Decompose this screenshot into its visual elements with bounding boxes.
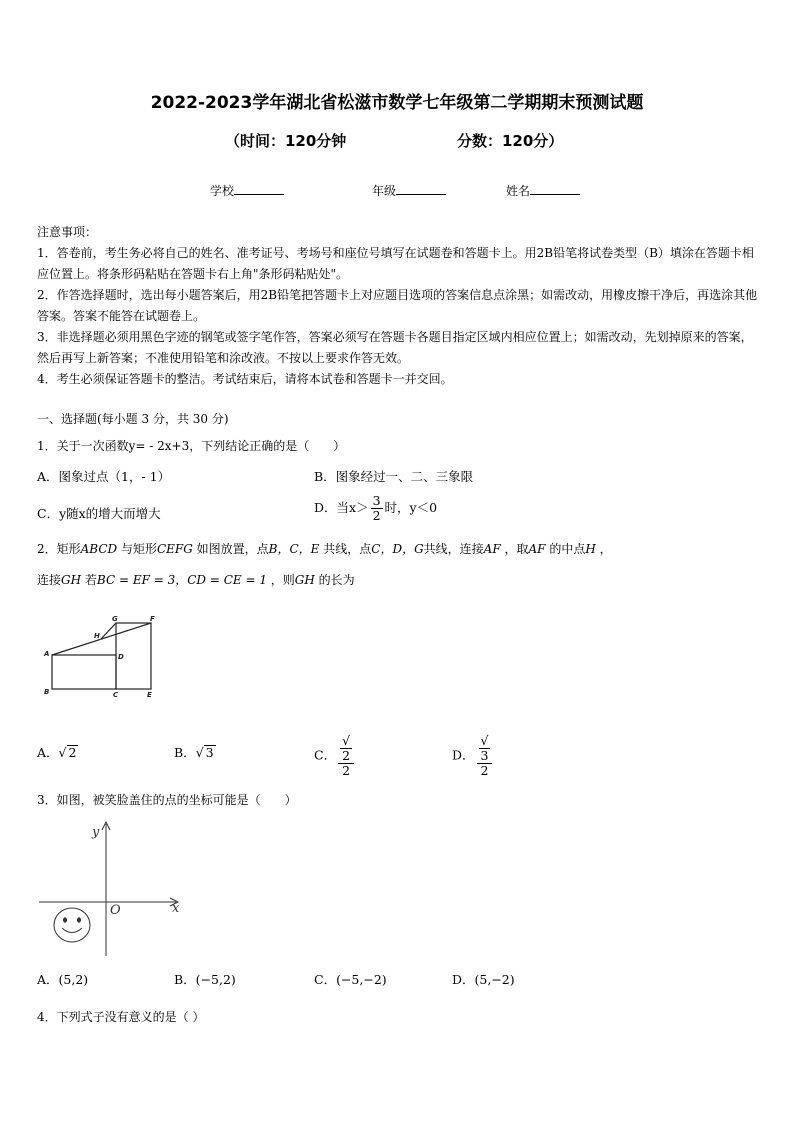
q2-opt-label: D． — [452, 747, 475, 763]
grade-blank — [396, 183, 446, 195]
q2-math: CEFG — [156, 542, 193, 556]
label-y: y — [92, 825, 100, 840]
q2-math: GH — [61, 573, 82, 587]
q1-d-pre: D．当x＞ — [314, 500, 369, 515]
q3-option-d: D．(5,−2) — [452, 972, 515, 987]
q2-text: 共线，点 — [319, 542, 372, 556]
q1-option-d — [314, 494, 437, 523]
q2-stem-line2 — [37, 570, 355, 590]
q2-text: 的中点 — [545, 542, 586, 556]
exam-time: （时间：120分钟 — [225, 132, 347, 150]
label-f: F — [150, 615, 155, 623]
q2-c-den: 2 — [342, 763, 351, 778]
rect-abcd — [52, 655, 116, 689]
label-e: E — [147, 691, 152, 699]
school-blank — [234, 183, 284, 195]
q3-stem: 3．如图，被笑脸盖住的点的坐标可能是（ ） — [37, 793, 297, 807]
q2-opt-value: 2 — [68, 745, 77, 760]
section-heading: 一、选择题(每小题 3 分，共 30 分) — [37, 412, 229, 426]
q2-math: H — [585, 542, 596, 556]
exam-score: 分数：120分） — [457, 132, 564, 150]
q2-option-b: B．√ 3 — [174, 745, 214, 760]
notice-item: 1．答卷前，考生务必将自己的姓名、准考证号、考场号和座位号填写在试题卷和答题卡上。用2B铅笔将试卷类型（B）填涂在答题卡相应位置上。将条形码粘贴在答题卡右上角"条形码粘贴处"。 — [37, 246, 754, 281]
q1-option-c: C．y随x的增大而增大 — [37, 506, 161, 521]
label-a: A — [44, 650, 50, 658]
q2-opt-label: C． — [314, 747, 337, 763]
q2-c-num: √ 2 — [338, 734, 354, 764]
school-field — [210, 182, 284, 199]
q2-option-c — [314, 734, 356, 778]
q2-text: ，则 — [266, 573, 295, 587]
q1-stem: 1．关于一次函数y= - 2x+3，下列结论正确的是（ ） — [37, 439, 346, 453]
q2-d-den: 2 — [480, 763, 489, 778]
q2-text: ， — [595, 542, 612, 556]
q1-d-fraction — [371, 494, 383, 523]
q2-c-fraction — [338, 734, 354, 778]
q4-stem: 4．下列式子没有意义的是（ ） — [37, 1010, 205, 1024]
q2-math: BC = EF = 3，CD = CE = 1 — [96, 573, 267, 587]
q2-opt-label: B． — [174, 745, 196, 760]
name-blank — [530, 183, 580, 195]
name-field — [506, 182, 580, 199]
q3-coordinate-figure — [36, 818, 186, 960]
q2-opt-value: 3 — [205, 745, 214, 760]
notice-block — [37, 222, 759, 390]
q2-text: 若 — [81, 573, 97, 587]
q2-option-d — [452, 734, 494, 778]
smiley-face-icon — [54, 908, 90, 942]
q1-d-post: 时，y＜0 — [384, 500, 438, 515]
page-title: 2022-2023学年湖北省松滋市数学七年级第二学期期末预测试题 — [150, 93, 644, 113]
q2-d-num-value: 3 — [480, 748, 489, 763]
q2-math: B，C，E — [268, 542, 320, 556]
q2-math: AF — [528, 542, 546, 556]
label-x: x — [172, 901, 180, 916]
label-d: D — [118, 653, 124, 661]
school-label: 学校 — [210, 184, 235, 198]
q2-rectangle-figure — [40, 612, 170, 702]
q2-math: ABCD — [80, 542, 118, 556]
q2-math: GH — [294, 573, 315, 587]
label-b: B — [44, 688, 50, 696]
q2-d-fraction — [477, 734, 493, 778]
q2-math: C，D，G — [371, 542, 424, 556]
q2-text: 的长为 — [314, 573, 355, 587]
label-h: H — [94, 632, 100, 640]
q1-d-num: 3 — [372, 493, 381, 508]
label-g: G — [112, 615, 118, 623]
grade-label: 年级 — [372, 184, 397, 198]
name-label: 姓名 — [506, 184, 531, 198]
q3-option-b: B．(−5,2) — [174, 972, 236, 987]
q2-stem-line1 — [37, 539, 612, 559]
notice-heading: 注意事项： — [37, 225, 98, 239]
q2-text: 与矩形 — [117, 542, 157, 556]
q2-text: ，取 — [500, 542, 529, 556]
q2-text: 共线，连接 — [423, 542, 484, 556]
q1-option-b: B．图象经过一、二、三象限 — [314, 469, 474, 484]
label-c: C — [113, 691, 119, 699]
q1-option-a: A．图象过点（1，- 1） — [37, 469, 171, 484]
q2-text: 2．矩形 — [37, 542, 81, 556]
q2-c-num-value: 2 — [342, 748, 351, 763]
notice-item: 4．考生必须保证答题卡的整洁。考试结束后，请将本试卷和答题卡一并交回。 — [37, 372, 453, 386]
q2-opt-label: A． — [37, 745, 59, 760]
q2-math: AF — [483, 542, 501, 556]
q2-option-a: A．√ 2 — [37, 745, 77, 760]
notice-item: 2．作答选择题时，选出每小题答案后，用2B铅笔把答题卡上对应题目选项的答案信息点涂黑；如需改动，用橡皮擦干净后，再选涂其他答案。答案不能答在试题卷上。 — [37, 288, 758, 323]
q2-d-num: √ 3 — [477, 734, 493, 764]
q2-text: 连接 — [37, 573, 62, 587]
label-origin: O — [110, 903, 121, 918]
notice-item: 3．非选择题必须用黑色字迹的钢笔或签字笔作答，答案必须写在答题卡各题目指定区域内相应位置上；如需改动，先划掉原来的答案，然后再写上新答案；不准使用铅笔和涂改液。不按以上要求作答无效。 — [37, 330, 753, 365]
grade-field — [372, 182, 446, 199]
q1-d-den: 2 — [372, 508, 381, 523]
q3-option-c: C．(−5,−2) — [314, 972, 387, 987]
q2-text: 如图放置，点 — [192, 542, 269, 556]
q3-option-a: A．(5,2) — [37, 972, 89, 987]
